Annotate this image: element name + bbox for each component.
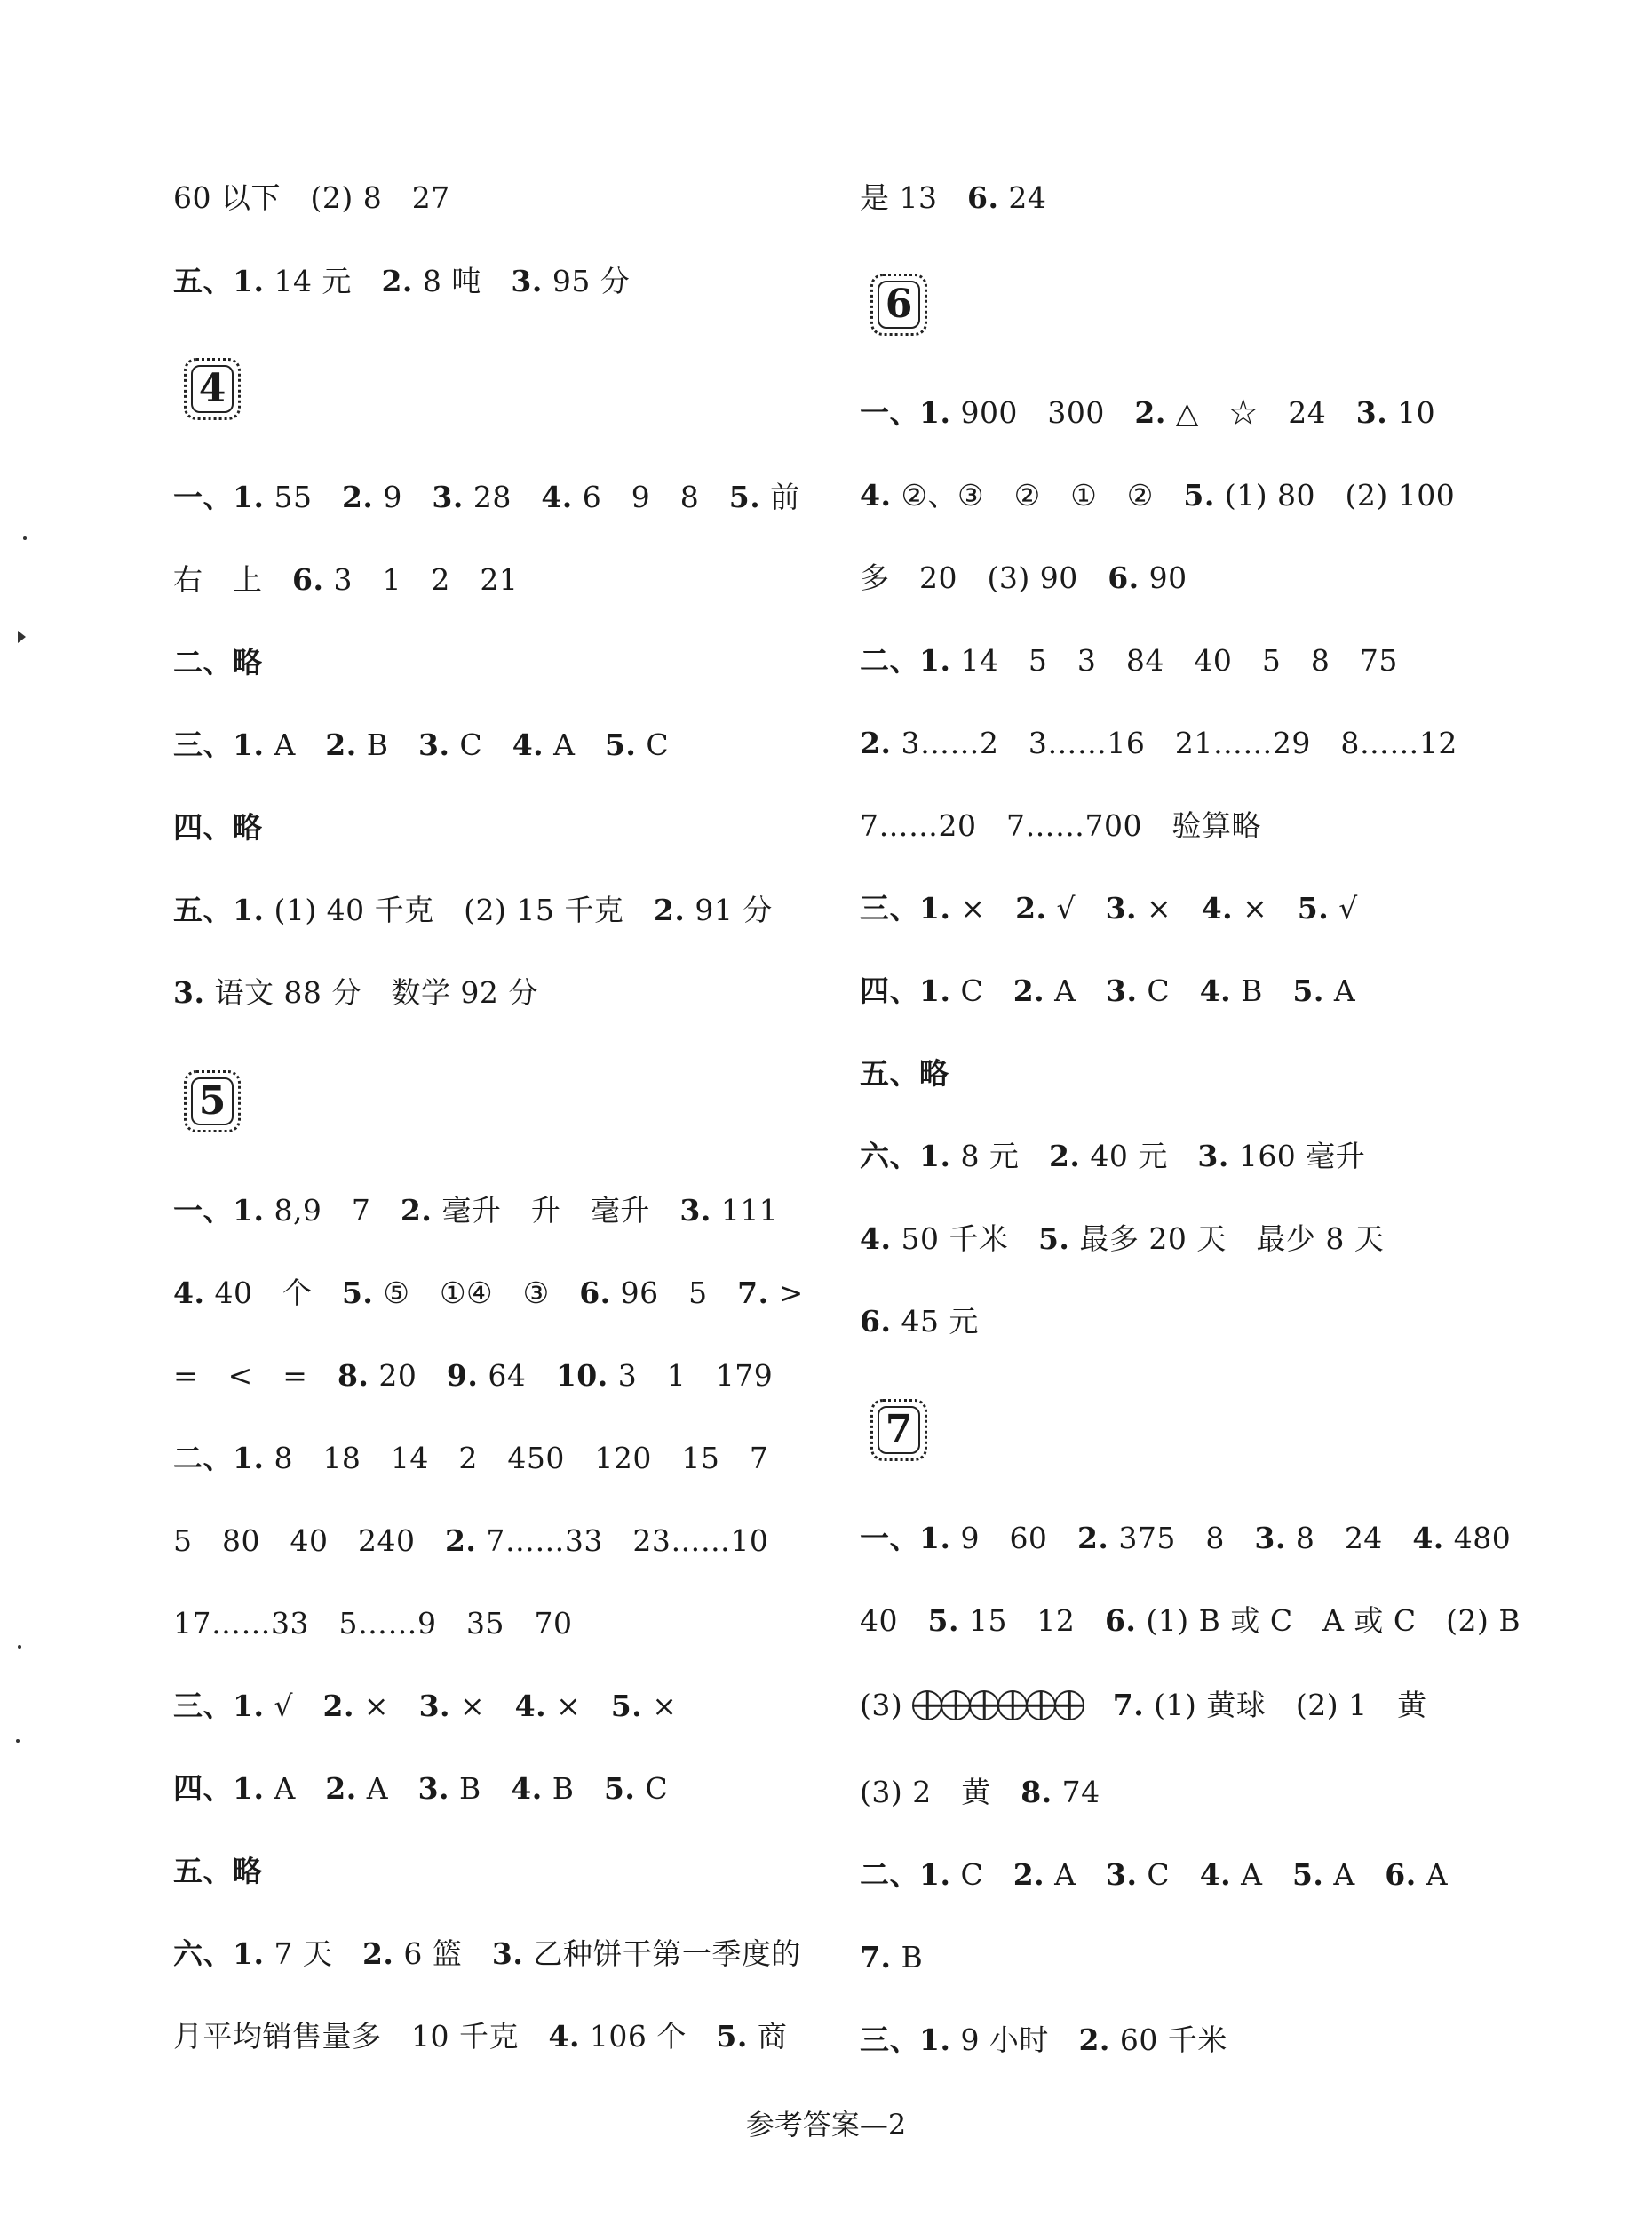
circled-cross-icon [997, 1690, 1028, 1720]
answer-line: 四、略 [173, 810, 263, 845]
answer-line: 三、1. A 2. B 3. C 4. A 5. C [173, 727, 670, 762]
answer-line: 4. ②、③ ② ① ② 5. (1) 80 (2) 100 [860, 478, 1456, 513]
answer-line: 四、1. A 2. A 3. B 4. B 5. C [173, 1771, 669, 1806]
answer-line: 7. B [860, 1940, 924, 1975]
answer-line: 四、1. C 2. A 3. C 4. B 5. A [860, 973, 1356, 1008]
answer-line: 4. 40 个 5. ⑤ ①④ ③ 6. 96 5 7. > [173, 1275, 804, 1310]
circled-cross-icon [969, 1690, 999, 1720]
answer-line: 五、略 [173, 1854, 263, 1888]
circled-cross-icon [941, 1690, 971, 1720]
circled-cross-icon [912, 1690, 942, 1720]
unit-badge-5: 5 [184, 1070, 241, 1132]
answer-line: 月平均销售量多 10 千克 4. 106 个 5. 商 [173, 2019, 788, 2054]
answer-line: 二、1. 8 18 14 2 450 120 15 7 [173, 1441, 769, 1475]
unit-badge-6: 6 [870, 274, 927, 336]
answer-line: 二、略 [173, 645, 263, 679]
unit-badge-7: 7 [870, 1399, 927, 1461]
scan-speck [18, 1645, 21, 1649]
answer-line: = < = 8. 20 9. 64 10. 3 1 179 [173, 1358, 774, 1393]
answer-line: 2. 3……2 3……16 21……29 8……12 [860, 726, 1457, 760]
answer-line: 多 20 (3) 90 6. 90 [860, 560, 1187, 595]
answer-line: 17……33 5……9 35 70 [173, 1606, 573, 1641]
answer-line: 二、1. 14 5 3 84 40 5 8 75 [860, 643, 1398, 678]
circled-cross-icon [1026, 1690, 1056, 1720]
answer-line: 5 80 40 240 2. 7……33 23……10 [173, 1523, 769, 1558]
scan-arrow-mark [18, 631, 26, 643]
circled-cross-icon [1054, 1690, 1084, 1720]
page-footer: 参考答案—2 [745, 2108, 907, 2142]
answer-line: 4. 50 千米 5. 最多 20 天 最少 8 天 [860, 1221, 1385, 1256]
answer-line: (3) 7. (1) 黄球 (2) 1 黄 [860, 1688, 1427, 1722]
answer-line: 一、1. 55 2. 9 3. 28 4. 6 9 8 5. 前 [173, 480, 800, 514]
answer-line: 60 以下 (2) 8 27 [173, 180, 450, 215]
answer-line: 三、1. × 2. √ 3. × 4. × 5. √ [860, 891, 1358, 926]
scan-speck [16, 1739, 20, 1743]
answer-line: 三、1. √ 2. × 3. × 4. × 5. × [173, 1689, 678, 1723]
answer-line: 右 上 6. 3 1 2 21 [173, 562, 519, 597]
answer-line: 是 13 6. 24 [860, 180, 1047, 215]
answer-line: 一、1. 900 300 2. △ ☆ 24 3. 10 [860, 395, 1436, 430]
answer-line: 二、1. C 2. A 3. C 4. A 5. A 6. A [860, 1857, 1449, 1892]
answer-line: 7……20 7……700 验算略 [860, 808, 1261, 843]
unit-badge-4: 4 [184, 358, 241, 420]
answer-line: (3) 2 黄 8. 74 [860, 1775, 1100, 1809]
answer-line: 6. 45 元 [860, 1304, 979, 1339]
answer-line: 六、1. 7 天 2. 6 篮 3. 乙种饼干第一季度的 [173, 1936, 801, 1971]
answer-line: 一、1. 8,9 7 2. 毫升 升 毫升 3. 111 [173, 1193, 779, 1228]
answer-line: 五、略 [860, 1056, 949, 1091]
circled-cross-balls [912, 1688, 1083, 1722]
answer-line: 一、1. 9 60 2. 375 8 3. 8 24 4. 480 [860, 1521, 1512, 1555]
answer-line: 40 5. 15 12 6. (1) B 或 C A 或 C (2) B [860, 1603, 1521, 1638]
answer-line: 3. 语文 88 分 数学 92 分 [173, 975, 538, 1010]
left-column [173, 0, 848, 2150]
right-column [860, 0, 1535, 2150]
scan-speck [23, 536, 27, 540]
answer-line: 三、1. 9 小时 2. 60 千米 [860, 2022, 1227, 2057]
answer-line: 六、1. 8 元 2. 40 元 3. 160 毫升 [860, 1139, 1366, 1173]
answer-line: 五、1. 14 元 2. 8 吨 3. 95 分 [173, 264, 631, 298]
answer-line: 五、1. (1) 40 千克 (2) 15 千克 2. 91 分 [173, 893, 773, 927]
